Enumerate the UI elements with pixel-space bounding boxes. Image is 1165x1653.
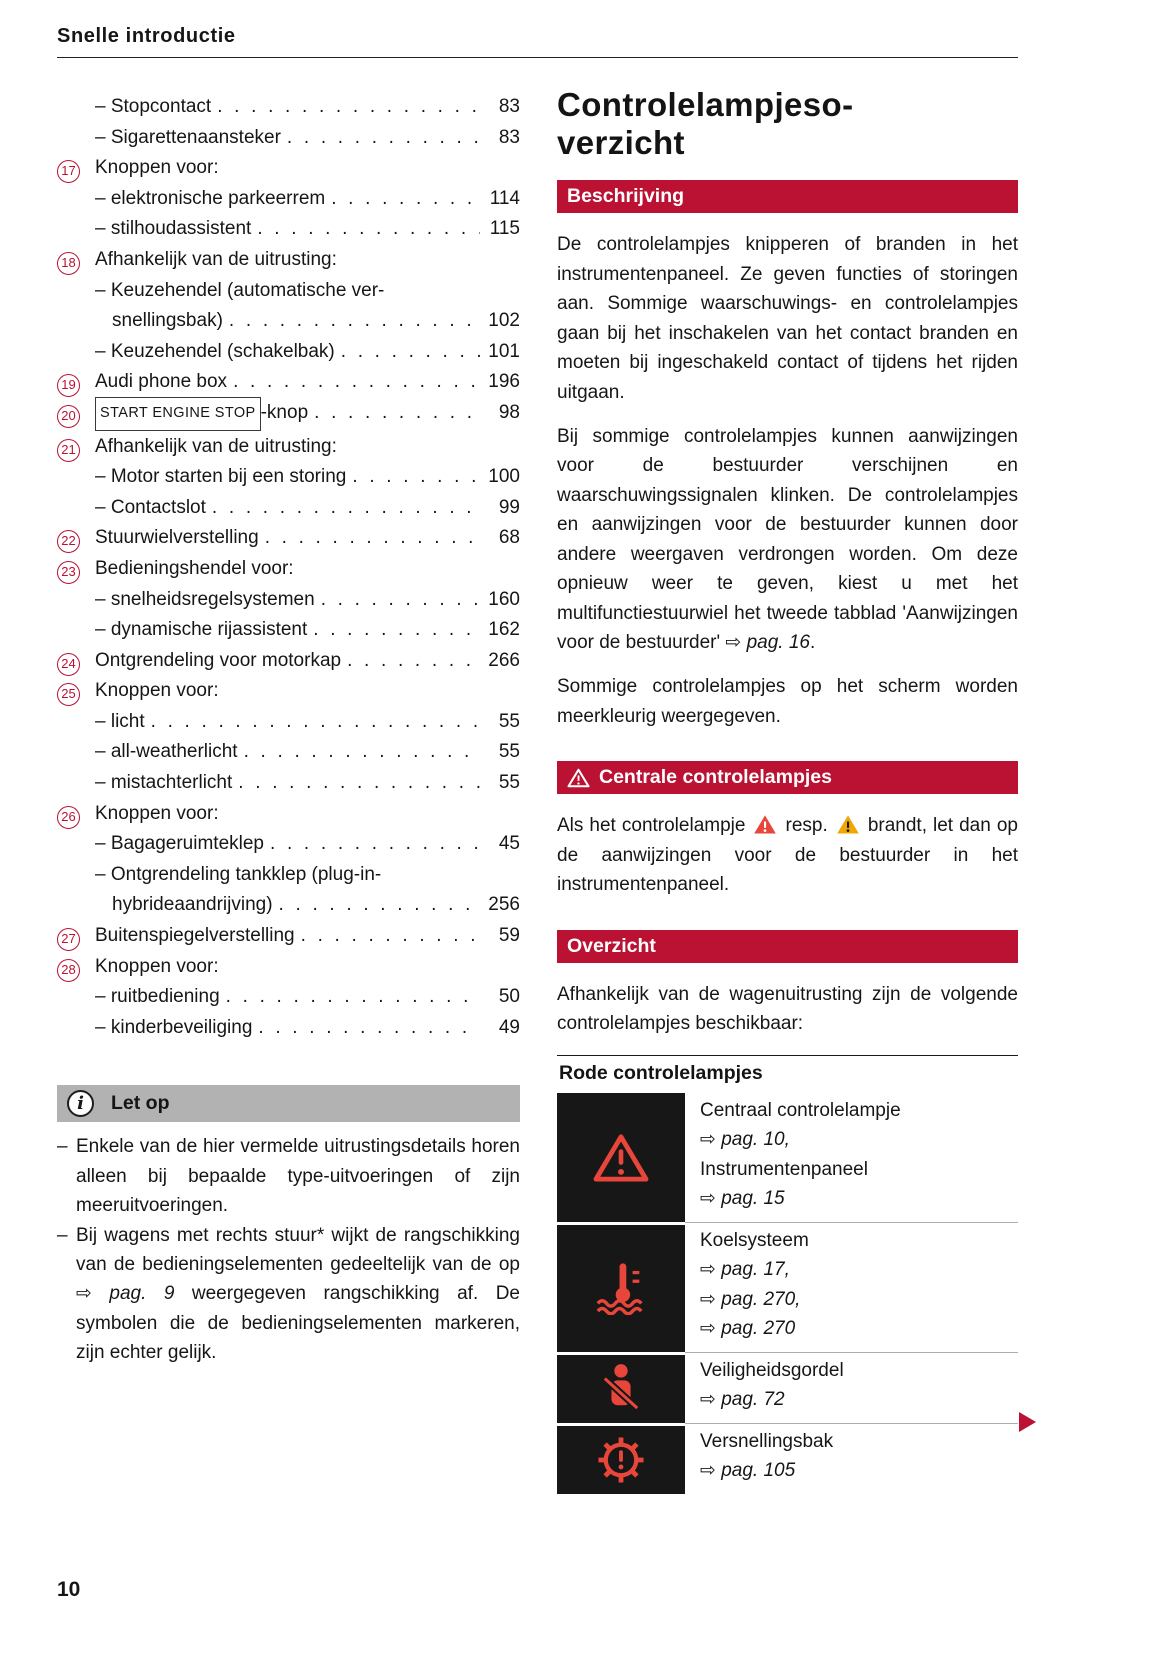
- page-ref: ⇨ pag. 16: [725, 632, 810, 653]
- toc-label: – elektronische parkeerrem: [95, 187, 326, 209]
- toc-gutter: [57, 245, 95, 276]
- toc-label: – ruitbediening: [95, 986, 220, 1008]
- paragraph: [557, 672, 1018, 731]
- toc-label: Ontgrendeling voor motorkap: [95, 649, 342, 671]
- toc-page-number: 114: [489, 187, 520, 209]
- toc-entry: [95, 306, 520, 337]
- seatbelt-icon: [600, 1363, 642, 1415]
- toc-entry: [95, 214, 520, 245]
- toc-item-number: 28: [57, 959, 80, 982]
- text-run: De controlelampjes knipperen of branden in het instrumentenpaneel. Ze geven functies of storingen aan. Sommige waarschuwings- en controlelampjes gaan bij het inschakelen van het contact branden en moeten bij ingeschakeld contact of tijdens het rijden uitgaan.: [557, 234, 1018, 403]
- indicator-text-cell: [685, 1093, 1018, 1222]
- toc-page-number: 115: [489, 218, 520, 240]
- toc-label: hybrideaandrijving): [112, 894, 273, 916]
- toc-entry: [95, 585, 520, 616]
- toc-item-number: 25: [57, 683, 80, 706]
- section-banner-centrale: [557, 761, 1018, 794]
- note-header: [57, 1085, 520, 1122]
- toc-entry: [95, 707, 520, 738]
- toc-label: Afhankelijk van de uitrusting:: [95, 248, 337, 270]
- toc-page-number: 45: [498, 833, 520, 855]
- toc-page-number: 266: [488, 649, 520, 671]
- toc-entry: [95, 829, 520, 860]
- toc-row: [57, 890, 520, 921]
- toc-entry: [95, 432, 520, 463]
- toc-item-number: 20: [57, 405, 80, 428]
- indicator-table: [557, 1093, 1018, 1494]
- toc-label: Knoppen voor:: [95, 955, 219, 977]
- dot-leader: [301, 921, 480, 952]
- coolant-temperature-icon: [594, 1261, 648, 1315]
- toc-page-number: 83: [498, 96, 520, 117]
- toc-entry: [95, 398, 520, 432]
- toc-label: – kinderbeveiliging: [95, 1016, 253, 1038]
- toc-entry: [95, 646, 520, 677]
- toc-row: [57, 493, 520, 524]
- note-title: Let op: [111, 1092, 170, 1115]
- toc-entry: [95, 462, 520, 493]
- indicator-text-cell: [685, 1222, 1018, 1352]
- toc-entry: [95, 554, 520, 585]
- gearbox-warning-icon: [597, 1436, 645, 1484]
- indicator-icon-cell: [557, 1222, 685, 1352]
- toc-gutter: [57, 921, 95, 952]
- page-ref: ⇨ pag. 105: [700, 1460, 796, 1481]
- warning-triangle-icon: [592, 1132, 650, 1183]
- dot-leader: [257, 214, 480, 245]
- section-banner-beschrijving: [557, 180, 1018, 213]
- dot-leader: [217, 92, 480, 123]
- indicator-text-cell: [685, 1352, 1018, 1423]
- warning-triangle-icon: [567, 768, 590, 788]
- list-dash: –: [57, 1224, 68, 1246]
- toc-page-number: 102: [488, 310, 520, 332]
- text-run: Enkele van de hier vermelde uitrustingsdetails horen alleen bij bepaalde type-uitvoeringen of zijn meeruitvoeringen.: [76, 1136, 520, 1217]
- toc-row: [57, 398, 520, 432]
- toc-row: [57, 829, 520, 860]
- text-run: Bij sommige controlelampjes kunnen aanwijzingen voor de bestuurder verschijnen en waarschuwingssignalen klinken. De controlelampjes en aanwijzingen voor de bestuurder kunnen door andere weergaven verdrongen worden. Om deze opnieuw weer te geven, kiest u met het multifunctiestuurwiel het tweede tabblad 'Aanwijzingen voor de bestuurder': [557, 425, 1018, 653]
- toc-row: [57, 523, 520, 554]
- toc-entry: [95, 952, 520, 983]
- toc-row: [57, 432, 520, 463]
- paragraph: [557, 980, 1018, 1039]
- indicator-row: [557, 1423, 1018, 1494]
- indicator-name: Instrumentenpaneel: [700, 1158, 868, 1180]
- toc-label: Knoppen voor:: [95, 802, 219, 824]
- toc-label: – Stopcontact: [95, 96, 212, 117]
- toc-page-number: 55: [498, 710, 520, 732]
- start-engine-stop-key-label: START ENGINE STOP: [95, 397, 261, 431]
- toc-entry: [95, 890, 520, 921]
- toc-gutter: [57, 676, 95, 707]
- toc-gutter: [57, 646, 95, 677]
- toc-page-number: 59: [498, 925, 520, 947]
- indicator-icon-cell: [557, 1423, 685, 1494]
- text-run: weergegeven rangschikking af. De symbolen die de bedieningselementen markeren, zijn echter gelijk.: [76, 1283, 520, 1364]
- indicator-row: [557, 1352, 1018, 1423]
- text-run: Als het controlelampje: [557, 815, 752, 836]
- dot-leader: [331, 184, 480, 215]
- toc-entry: [95, 276, 520, 307]
- page-ref: ⇨ pag. 72: [700, 1389, 785, 1410]
- section-paragraphs-overzicht: [557, 980, 1018, 1039]
- toc-entry: [95, 982, 520, 1013]
- toc-label: – dynamische rijassistent: [95, 619, 308, 641]
- text-run: .: [810, 632, 816, 653]
- dot-leader: [212, 493, 480, 524]
- toc-item-number: 18: [57, 252, 80, 275]
- section-banner-overzicht: [557, 930, 1018, 963]
- toc-gutter: [57, 432, 95, 463]
- dot-leader: [151, 707, 480, 738]
- page-ref: ⇨ pag. 270: [700, 1318, 796, 1339]
- toc-label: – Ontgrendeling tankklep (plug-in-: [95, 863, 382, 885]
- dot-leader: [258, 1013, 480, 1044]
- toc-item-number: 26: [57, 806, 80, 829]
- toc-item-number: 23: [57, 561, 80, 584]
- dot-leader: [314, 398, 480, 429]
- toc-item-number: 21: [57, 439, 80, 462]
- toc-label: Bedieningshendel voor:: [95, 557, 294, 579]
- indicator-icon-cell: [557, 1093, 685, 1222]
- toc-page-number: 98: [498, 401, 520, 423]
- toc-row: [57, 367, 520, 398]
- toc-gutter: [57, 367, 95, 398]
- dot-leader: [352, 462, 480, 493]
- yellow-warning-triangle-icon: [836, 814, 860, 835]
- toc-entry: [95, 860, 520, 891]
- toc-row: [57, 646, 520, 677]
- toc-entry: [95, 153, 520, 184]
- toc-entry: [95, 245, 520, 276]
- dot-leader: [279, 890, 480, 921]
- page-header: Snelle introductie: [57, 26, 1018, 58]
- toc-page-number: 50: [498, 986, 520, 1008]
- indicator-name: Veiligheidsgordel: [700, 1359, 844, 1381]
- toc-row: [57, 585, 520, 616]
- toc-page-number: 100: [488, 466, 520, 488]
- red-warning-triangle-icon: [753, 814, 777, 835]
- toc-label: Buitenspiegelverstelling: [95, 925, 295, 947]
- toc-label: – snelheidsregelsystemen: [95, 588, 315, 610]
- toc-entry: [95, 921, 520, 952]
- toc-label: – Sigarettenaansteker: [95, 126, 281, 148]
- toc-label: Afhankelijk van de uitrusting:: [95, 435, 337, 457]
- toc-label: – Bagageruimteklep: [95, 833, 264, 855]
- text-run: Afhankelijk van de wagenuitrusting zijn de volgende controlelampjes beschikbaar:: [557, 983, 1018, 1034]
- indicator-table-title: Rode controlelampjes: [557, 1055, 1018, 1093]
- dot-leader: [341, 337, 480, 368]
- toc-row: [57, 952, 520, 983]
- dot-leader: [229, 306, 480, 337]
- list-dash: –: [57, 1136, 68, 1158]
- toc-row: [57, 184, 520, 215]
- indicator-icon-cell: [557, 1352, 685, 1423]
- article-title-line-1: Controlelampjeso-: [557, 86, 854, 123]
- paragraph: [557, 811, 1018, 900]
- page-number: 10: [57, 1578, 81, 1601]
- toc-entry: [95, 523, 520, 554]
- toc-entry: [95, 184, 520, 215]
- toc-page-number: 68: [498, 527, 520, 549]
- text-run: Sommige controlelampjes op het scherm worden meerkleurig weergegeven.: [557, 676, 1018, 727]
- toc-row: [57, 799, 520, 830]
- toc-row: [57, 1013, 520, 1044]
- indicator-row: [557, 1222, 1018, 1352]
- info-icon: i: [67, 1090, 94, 1117]
- indicator-text-cell: [685, 1423, 1018, 1494]
- page-ref: ⇨ pag. 270,: [700, 1288, 801, 1310]
- toc-row: [57, 921, 520, 952]
- toc-page-number: 55: [498, 741, 520, 763]
- toc-entry: [95, 367, 520, 398]
- toc-label: – Motor starten bij een storing: [95, 466, 347, 488]
- text-run: Bij wagens met rechts stuur* wijkt de rangschikking van de bedieningselementen gedeeltelijk van de op: [76, 1224, 520, 1276]
- toc-label: – Keuzehendel (automatische ver-: [95, 279, 385, 301]
- toc-row: [57, 768, 520, 799]
- indicator-name: Versnellingsbak: [700, 1430, 834, 1452]
- section-paragraphs-beschrijving: [557, 230, 1018, 731]
- banner-label: Centrale controlelampjes: [599, 766, 832, 788]
- page-ref: ⇨ pag. 15: [700, 1188, 785, 1209]
- toc-page-number: 162: [488, 619, 520, 641]
- toc-entry: [95, 676, 520, 707]
- toc-row: [57, 554, 520, 585]
- toc-label: – Contactslot: [95, 496, 206, 518]
- toc-entry: [95, 768, 520, 799]
- paragraph: [557, 230, 1018, 407]
- toc-row: [57, 123, 520, 154]
- article-title-line-2: verzicht: [557, 124, 685, 161]
- toc-item-number: 19: [57, 374, 80, 397]
- toc-gutter: [57, 799, 95, 830]
- toc-item-number: 27: [57, 928, 80, 951]
- toc-label: Knoppen voor:: [95, 157, 219, 179]
- toc-entry: [95, 92, 520, 123]
- toc-row: [57, 276, 520, 307]
- toc-item-number: 22: [57, 530, 80, 553]
- toc-gutter: [57, 952, 95, 983]
- toc-page-number: 196: [488, 371, 520, 393]
- toc-gutter: [57, 153, 95, 184]
- toc-entry: [95, 493, 520, 524]
- toc-row: [57, 306, 520, 337]
- note-body: [57, 1122, 520, 1367]
- toc-row: [57, 92, 520, 123]
- page-continue-arrow-icon: [1019, 1412, 1036, 1432]
- toc-label: – Keuzehendel (schakelbak): [95, 340, 335, 362]
- note-text: [76, 1221, 520, 1368]
- article-title: [557, 86, 1018, 162]
- note-box: [57, 1085, 520, 1367]
- page-ref: ⇨ pag. 9: [76, 1283, 175, 1305]
- toc-label: – all-weatherlicht: [95, 741, 238, 763]
- dot-leader: [321, 585, 480, 616]
- toc-page-number: 99: [498, 496, 520, 518]
- indicator-name: Centraal controlelampje: [700, 1099, 901, 1121]
- toc-row: [57, 860, 520, 891]
- toc-page-number: 101: [488, 340, 520, 362]
- indicator-row: [557, 1093, 1018, 1222]
- right-column: [557, 86, 1018, 1494]
- text-run: brandt, let dan op de aanwijzingen voor de bestuurder in het instrumentenpaneel.: [557, 815, 1018, 895]
- dot-leader: [347, 646, 480, 677]
- dot-leader: [238, 768, 480, 799]
- toc-page-number: 49: [498, 1016, 520, 1038]
- page-ref: ⇨ pag. 17,: [700, 1259, 790, 1280]
- note-list-item: [57, 1221, 520, 1368]
- table-of-contents: [57, 92, 520, 1043]
- toc-row: [57, 214, 520, 245]
- toc-row: [57, 615, 520, 646]
- toc-item-number: 24: [57, 653, 80, 676]
- section-paragraphs-centrale: [557, 811, 1018, 900]
- dot-leader: [265, 523, 480, 554]
- toc-gutter: [57, 398, 95, 429]
- toc-label: -knop: [260, 401, 309, 423]
- page-ref: ⇨ pag. 10,: [700, 1129, 790, 1150]
- note-text: [76, 1132, 520, 1220]
- paragraph: [557, 422, 1018, 658]
- toc-page-number: 256: [488, 894, 520, 916]
- toc-label: – mistachterlicht: [95, 772, 233, 794]
- dot-leader: [270, 829, 480, 860]
- dot-leader: [287, 123, 480, 154]
- toc-entry: [95, 799, 520, 830]
- content-columns: [57, 86, 1018, 1494]
- toc-page-number: 55: [498, 772, 520, 794]
- toc-gutter: [57, 523, 95, 554]
- toc-row: [57, 462, 520, 493]
- toc-entry: [95, 1013, 520, 1044]
- toc-label: snellingsbak): [112, 310, 223, 332]
- toc-page-number: 83: [498, 126, 520, 148]
- toc-label: – licht: [95, 710, 145, 732]
- toc-entry: [95, 737, 520, 768]
- toc-row: [57, 707, 520, 738]
- toc-row: [57, 245, 520, 276]
- dot-leader: [313, 615, 480, 646]
- toc-row: [57, 153, 520, 184]
- toc-row: [57, 337, 520, 368]
- toc-entry: [95, 615, 520, 646]
- dot-leader: [244, 737, 480, 768]
- toc-item-number: 17: [57, 160, 80, 183]
- toc-row: [57, 982, 520, 1013]
- toc-page-number: 160: [488, 588, 520, 610]
- toc-row: [57, 676, 520, 707]
- toc-label: Knoppen voor:: [95, 680, 219, 702]
- toc-entry: [95, 337, 520, 368]
- dot-leader: [226, 982, 480, 1013]
- note-list-item: [57, 1132, 520, 1220]
- banner-label: Beschrijving: [567, 185, 685, 207]
- toc-label: Audi phone box: [95, 371, 228, 393]
- left-column: [57, 92, 520, 1368]
- toc-label: – stilhoudassistent: [95, 218, 252, 240]
- dot-leader: [233, 367, 480, 398]
- toc-gutter: [57, 554, 95, 585]
- toc-entry: [95, 123, 520, 154]
- banner-label: Overzicht: [567, 934, 656, 957]
- text-run: resp.: [779, 815, 834, 836]
- indicator-name: Koelsysteem: [700, 1229, 809, 1251]
- toc-label: Stuurwielverstelling: [95, 527, 259, 549]
- toc-row: [57, 737, 520, 768]
